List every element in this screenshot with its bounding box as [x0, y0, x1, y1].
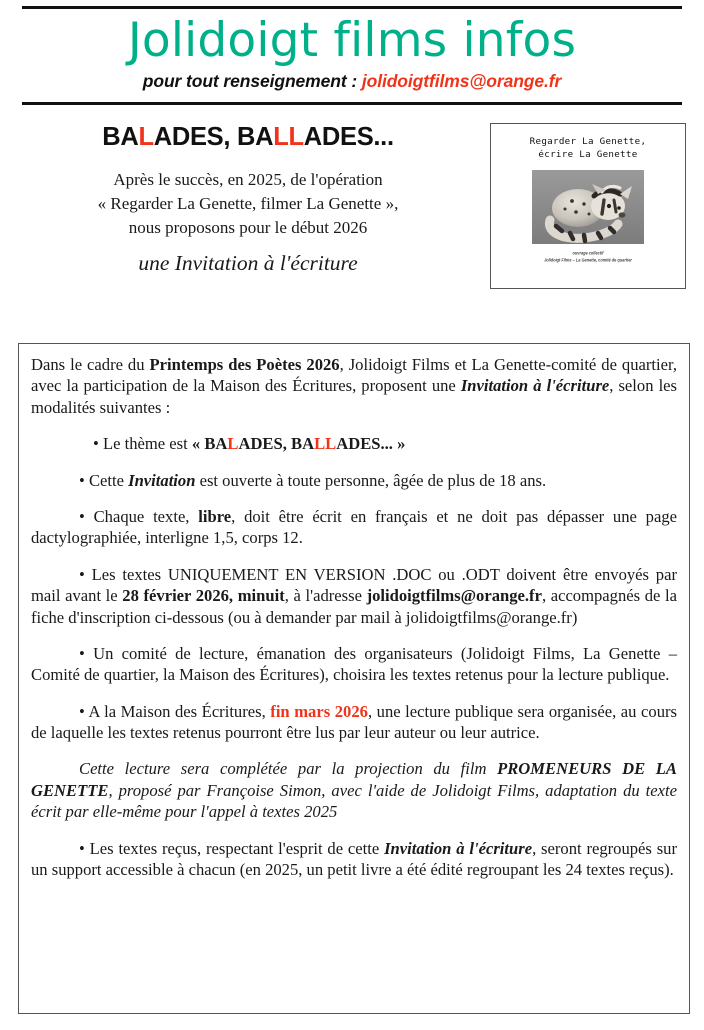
bullet-envoi-email-bold[interactable]: jolidoigtfilms@orange.fr [366, 586, 542, 606]
bullet-theme-quote-prefix: « BA [191, 434, 228, 454]
headline-seg-5: ADES... [303, 122, 394, 151]
masthead [0, 9, 704, 92]
intro-section [0, 105, 704, 289]
page-title: Jolidoigt films infos [127, 13, 577, 68]
book-cover-thumbnail [490, 123, 686, 289]
contact-email-link[interactable]: jolidoigtfilms@orange.fr [361, 70, 562, 91]
bullet-ouverture-invitation: Invitation [128, 470, 196, 490]
bullet-envoi [31, 564, 677, 628]
bullet-format-seg-3: , doit être écrit en français et ne doit pas dépasser une page dactylographiée, interligne 1,5, corps 12. [31, 506, 677, 548]
bullet-comite: • Un comité de lecture, émanation des organisateurs (Jolidoigt Films, La Genette – Comité de quartier, la Maison des Écritures), choisira les textes retenus pour la lecture publique. [31, 643, 677, 685]
bullet-ouverture-seg-3: est ouverte à toute personne, âgée de plus de 18 ans. [195, 470, 547, 490]
bullet-theme-quote-red-1: L [227, 434, 239, 454]
film-seg-3: , proposé par Françoise Simon, avec l'aide de Jolidoigt Films, adaptation du texte écrit par elle-même pour l'appel à textes 2025 [31, 780, 677, 822]
film-seg-1: Cette lecture sera complétée par la projection du film [79, 759, 498, 779]
main-text-box [18, 343, 690, 1014]
intro-blurb-line-2: « Regarder La Genette, filmer La Genette », [97, 194, 399, 213]
bullet-lecture-seg-1: • A la Maison des Écritures, [79, 701, 271, 721]
intro-seg-3: , Jolidoigt Films et La Genette-comité de quartier, avec la participation de la Maison des Écritures, proposent une [31, 355, 677, 396]
intro-seg-5: , selon les modalités suivantes : [31, 376, 677, 417]
recueil-seg-3: , seront regroupés sur un support accessible à chacun (en 2025, un petit livre a été édité regroupant les 24 textes reçus). [31, 838, 677, 880]
document-page [0, 6, 704, 1030]
bullet-theme-quote-mid: ADES, BA [238, 434, 315, 454]
cover-title [497, 135, 679, 162]
intro-blurb-emphasis: une Invitation à l'écriture [138, 251, 358, 276]
headline-seg-1: BA [102, 122, 139, 151]
paragraph-film-projection [31, 758, 677, 822]
bullet-theme-quote-suffix: ADES... » [336, 434, 406, 454]
bullet-format-seg-1: • Chaque texte, [79, 506, 199, 526]
bullet-recueil [31, 838, 677, 881]
bullet-envoi-seg-3: , à l'adresse [284, 586, 367, 606]
bullet-theme-quote-red-2: LL [314, 434, 337, 454]
genette-photo-illustration [532, 170, 644, 244]
recueil-invitation-bolditalic: Invitation à l'écriture [384, 838, 533, 858]
bullet-lecture-date-red: fin mars 2026 [270, 701, 368, 721]
headline-seg-3: ADES, BA [153, 122, 274, 151]
headline-seg-2-red: L [138, 122, 154, 151]
genette-photo [532, 170, 644, 244]
cover-caption-line-2: Jolidoigt Films – La Genette, comité de quartier [544, 256, 632, 263]
masthead-subtitle [0, 71, 704, 92]
intro-blurb-line-1: Après le succès, en 2025, de l'opération [113, 169, 383, 189]
intro-blurb-line-3: nous proposons pour le début 2026 [128, 218, 368, 238]
cover-caption [497, 250, 679, 264]
bullet-format [31, 506, 677, 549]
bullet-lecture-publique [31, 701, 677, 744]
paragraph-intro [31, 354, 677, 418]
bullet-envoi-seg-1: • Les textes UNIQUEMENT EN VERSION .DOC ou .ODT doivent être envoyés par mail avant le [31, 564, 677, 606]
cover-title-line-2: écrire La Genette [538, 149, 638, 161]
intro-seg-printemps-bold: Printemps des Poètes 2026 [149, 355, 340, 374]
bullet-ouverture [31, 470, 677, 491]
intro-seg-1: Dans le cadre du [31, 355, 150, 374]
headline-seg-4-red: LL [273, 122, 304, 151]
cover-title-line-1: Regarder La Genette, [529, 135, 647, 147]
bullet-theme-seg-1: • Le thème est [93, 434, 192, 454]
recueil-seg-1: • Les textes reçus, respectant l'esprit de cette [79, 838, 385, 858]
masthead-subtitle-prefix: pour tout renseignement : [142, 70, 362, 91]
film-title-bold: PROMENEURS DE LA GENETTE [31, 759, 677, 800]
bullet-lecture-seg-3: , une lecture publique sera organisée, au cours de laquelle les textes retenus pourront être lus par leur auteur ou leur autrice. [31, 701, 677, 743]
intro-seg-invitation-bolditalic: Invitation à l'écriture [460, 376, 610, 396]
bullet-envoi-deadline-bold: 28 février 2026, minuit [122, 586, 285, 606]
bullet-format-libre-bold: libre [198, 506, 232, 526]
bullet-envoi-seg-5: , accompagnés de la fiche d'inscription ci-dessous (ou à demander par mail à jolidoigtfilms@orange.fr) [31, 586, 677, 627]
intro-blurb [12, 168, 484, 279]
bullet-theme [31, 433, 677, 454]
cover-caption-line-1: ouvrage collectif [572, 249, 604, 256]
intro-text-column [12, 117, 484, 279]
campaign-headline [12, 123, 484, 152]
bullet-ouverture-seg-1: • Cette [79, 470, 129, 490]
